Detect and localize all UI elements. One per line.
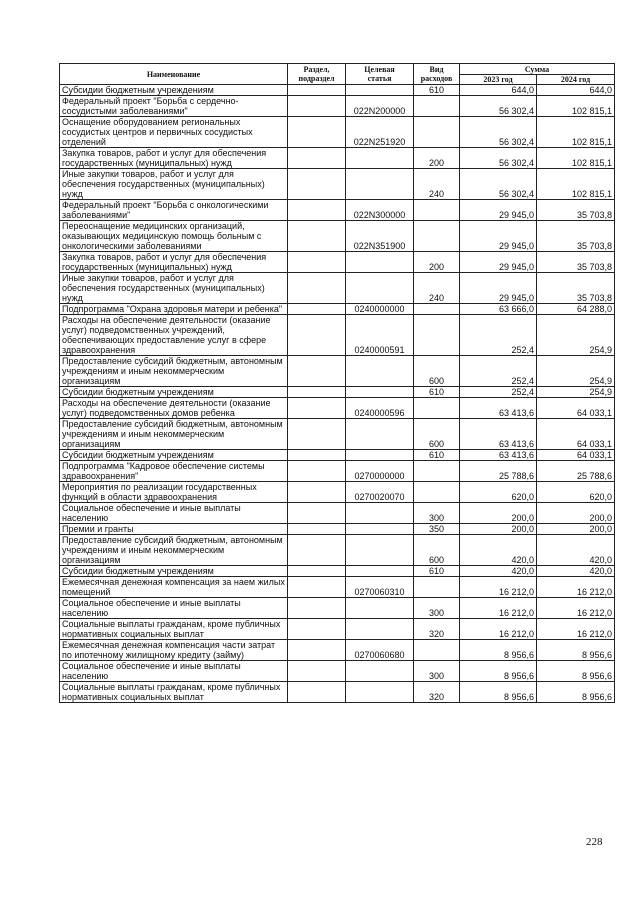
row-sum-2023: 644,0 — [460, 85, 537, 96]
row-section — [288, 273, 346, 304]
row-section — [288, 503, 346, 524]
row-section — [288, 221, 346, 252]
row-name: Расходы на обеспечение деятельности (оказание услуг) подведомственных домов ребенка — [60, 398, 288, 419]
row-section — [288, 566, 346, 577]
row-sum-2023: 16 212,0 — [460, 598, 537, 619]
row-name: Предоставление субсидий бюджетным, автономным учреждениям и иным некоммерческим организациям — [60, 535, 288, 566]
row-type: 300 — [414, 598, 460, 619]
header-section: Раздел, подраздел — [288, 64, 346, 85]
row-sum-2023: 29 945,0 — [460, 252, 537, 273]
row-sum-2024: 200,0 — [537, 524, 615, 535]
row-target — [346, 598, 414, 619]
row-sum-2024: 644,0 — [537, 85, 615, 96]
row-section — [288, 524, 346, 535]
row-sum-2023: 56 302,4 — [460, 117, 537, 148]
header-year-2024: 2024 год — [537, 75, 615, 85]
row-name: Подпрограмма "Охрана здоровья матери и ребенка" — [60, 304, 288, 315]
row-section — [288, 387, 346, 398]
row-name: Субсидии бюджетным учреждениям — [60, 450, 288, 461]
row-type: 600 — [414, 419, 460, 450]
row-target: 022N251920 — [346, 117, 414, 148]
row-sum-2024: 8 956,6 — [537, 682, 615, 703]
row-name: Ежемесячная денежная компенсация за наем жилых помещений — [60, 577, 288, 598]
table-row — [60, 619, 615, 640]
row-type: 600 — [414, 356, 460, 387]
row-name: Закупка товаров, работ и услуг для обеспечения государственных (муниципальных) нужд — [60, 252, 288, 273]
row-type: 610 — [414, 85, 460, 96]
row-target: 0270000000 — [346, 461, 414, 482]
row-sum-2024: 16 212,0 — [537, 619, 615, 640]
row-sum-2023: 63 666,0 — [460, 304, 537, 315]
row-sum-2024: 102 815,1 — [537, 148, 615, 169]
table-row — [60, 117, 615, 148]
table-row — [60, 535, 615, 566]
row-type: 600 — [414, 535, 460, 566]
row-sum-2023: 29 945,0 — [460, 221, 537, 252]
row-target: 0270060310 — [346, 577, 414, 598]
row-section — [288, 200, 346, 221]
row-target — [346, 273, 414, 304]
row-sum-2024: 102 815,1 — [537, 169, 615, 200]
row-type: 300 — [414, 661, 460, 682]
row-target: 022N300000 — [346, 200, 414, 221]
row-sum-2024: 254,9 — [537, 315, 615, 356]
row-type: 240 — [414, 169, 460, 200]
row-target — [346, 524, 414, 535]
row-sum-2023: 56 302,4 — [460, 96, 537, 117]
row-name: Премии и гранты — [60, 524, 288, 535]
row-target: 0270060680 — [346, 640, 414, 661]
row-target — [346, 356, 414, 387]
row-section — [288, 304, 346, 315]
row-type — [414, 482, 460, 503]
row-section — [288, 461, 346, 482]
row-name: Социальные выплаты гражданам, кроме публичных нормативных социальных выплат — [60, 682, 288, 703]
table-row — [60, 419, 615, 450]
table-row — [60, 640, 615, 661]
row-type: 200 — [414, 252, 460, 273]
row-name: Иные закупки товаров, работ и услуг для обеспечения государственных (муниципальных) нужд — [60, 273, 288, 304]
row-sum-2024: 64 033,1 — [537, 419, 615, 450]
row-target — [346, 148, 414, 169]
row-sum-2023: 16 212,0 — [460, 619, 537, 640]
table-row — [60, 524, 615, 535]
row-target — [346, 387, 414, 398]
table-row — [60, 566, 615, 577]
header-year-2023: 2023 год — [460, 75, 537, 85]
row-sum-2023: 620,0 — [460, 482, 537, 503]
row-target: 0240000591 — [346, 315, 414, 356]
page-number: 228 — [586, 836, 603, 848]
row-name: Мероприятия по реализации государственных функций в области здравоохранения — [60, 482, 288, 503]
row-type — [414, 577, 460, 598]
table-row — [60, 661, 615, 682]
row-section — [288, 661, 346, 682]
row-sum-2023: 63 413,6 — [460, 419, 537, 450]
row-sum-2023: 63 413,6 — [460, 398, 537, 419]
row-sum-2024: 420,0 — [537, 566, 615, 577]
row-type — [414, 221, 460, 252]
row-sum-2023: 8 956,6 — [460, 682, 537, 703]
row-sum-2023: 252,4 — [460, 387, 537, 398]
header-target: Целевая статья — [346, 64, 414, 85]
row-target: 0240000596 — [346, 398, 414, 419]
table-row — [60, 577, 615, 598]
row-section — [288, 619, 346, 640]
row-name: Субсидии бюджетным учреждениям — [60, 566, 288, 577]
row-sum-2024: 620,0 — [537, 482, 615, 503]
row-section — [288, 148, 346, 169]
row-target: 022N200000 — [346, 96, 414, 117]
row-sum-2024: 64 033,1 — [537, 450, 615, 461]
row-target: 022N351900 — [346, 221, 414, 252]
row-name: Субсидии бюджетным учреждениям — [60, 85, 288, 96]
row-sum-2023: 56 302,4 — [460, 148, 537, 169]
row-name: Закупка товаров, работ и услуг для обеспечения государственных (муниципальных) нужд — [60, 148, 288, 169]
row-sum-2024: 16 212,0 — [537, 577, 615, 598]
row-target: 0270020070 — [346, 482, 414, 503]
row-target — [346, 566, 414, 577]
table-row — [60, 200, 615, 221]
row-target — [346, 682, 414, 703]
row-name: Субсидии бюджетным учреждениям — [60, 387, 288, 398]
table-row — [60, 273, 615, 304]
row-section — [288, 96, 346, 117]
row-target — [346, 535, 414, 566]
row-section — [288, 419, 346, 450]
table-row — [60, 387, 615, 398]
table-row — [60, 85, 615, 96]
row-sum-2023: 252,4 — [460, 356, 537, 387]
row-section — [288, 356, 346, 387]
row-type — [414, 96, 460, 117]
row-target — [346, 419, 414, 450]
table-row — [60, 252, 615, 273]
table-row — [60, 148, 615, 169]
row-sum-2023: 16 212,0 — [460, 577, 537, 598]
row-name: Переоснащение медицинских организаций, оказывающих медицинскую помощь больным с онкологическими заболеваниями — [60, 221, 288, 252]
row-type — [414, 304, 460, 315]
row-section — [288, 117, 346, 148]
row-section — [288, 169, 346, 200]
row-sum-2023: 8 956,6 — [460, 661, 537, 682]
row-sum-2024: 8 956,6 — [537, 640, 615, 661]
row-sum-2023: 63 413,6 — [460, 450, 537, 461]
row-sum-2023: 29 945,0 — [460, 200, 537, 221]
row-target — [346, 503, 414, 524]
row-type: 610 — [414, 387, 460, 398]
row-name: Иные закупки товаров, работ и услуг для обеспечения государственных (муниципальных) нужд — [60, 169, 288, 200]
row-type: 200 — [414, 148, 460, 169]
row-name: Ежемесячная денежная компенсация части затрат по ипотечному жилищному кредиту (займу) — [60, 640, 288, 661]
table-body — [60, 85, 615, 703]
row-sum-2023: 25 788,6 — [460, 461, 537, 482]
row-sum-2023: 8 956,6 — [460, 640, 537, 661]
row-name: Социальное обеспечение и иные выплаты населению — [60, 661, 288, 682]
row-sum-2023: 420,0 — [460, 535, 537, 566]
header-name: Наименование — [60, 64, 288, 85]
row-section — [288, 598, 346, 619]
row-sum-2023: 200,0 — [460, 524, 537, 535]
row-sum-2024: 16 212,0 — [537, 598, 615, 619]
row-type — [414, 315, 460, 356]
row-target — [346, 85, 414, 96]
table-row — [60, 461, 615, 482]
table-row — [60, 304, 615, 315]
row-target — [346, 252, 414, 273]
table-row — [60, 598, 615, 619]
row-sum-2024: 35 703,8 — [537, 200, 615, 221]
row-name: Социальное обеспечение и иные выплаты населению — [60, 598, 288, 619]
row-type — [414, 398, 460, 419]
row-type: 610 — [414, 566, 460, 577]
row-section — [288, 482, 346, 503]
row-name: Подпрограмма "Кадровое обеспечение системы здравоохранения" — [60, 461, 288, 482]
row-name: Социальное обеспечение и иные выплаты населению — [60, 503, 288, 524]
row-section — [288, 252, 346, 273]
row-sum-2023: 420,0 — [460, 566, 537, 577]
row-sum-2023: 56 302,4 — [460, 169, 537, 200]
header-type: Вид расходов — [414, 64, 460, 85]
row-target — [346, 619, 414, 640]
table-row — [60, 503, 615, 524]
row-section — [288, 640, 346, 661]
row-sum-2024: 200,0 — [537, 503, 615, 524]
table-row — [60, 450, 615, 461]
row-sum-2024: 64 033,1 — [537, 398, 615, 419]
row-target — [346, 450, 414, 461]
row-sum-2024: 64 288,0 — [537, 304, 615, 315]
row-section — [288, 450, 346, 461]
row-type: 320 — [414, 682, 460, 703]
row-sum-2024: 102 815,1 — [537, 96, 615, 117]
row-type — [414, 640, 460, 661]
row-target — [346, 169, 414, 200]
budget-table — [59, 63, 615, 703]
row-sum-2024: 35 703,8 — [537, 221, 615, 252]
row-name: Расходы на обеспечение деятельности (оказание услуг) подведомственных учреждений, обеспечивающих предоставление услуг в сфере здравоохранения — [60, 315, 288, 356]
row-type: 300 — [414, 503, 460, 524]
row-sum-2024: 8 956,6 — [537, 661, 615, 682]
table-row — [60, 169, 615, 200]
row-target: 0240000000 — [346, 304, 414, 315]
row-sum-2024: 102 815,1 — [537, 117, 615, 148]
row-target — [346, 661, 414, 682]
header-sum: Сумма — [460, 64, 615, 75]
row-section — [288, 398, 346, 419]
row-type — [414, 200, 460, 221]
row-sum-2024: 25 788,6 — [537, 461, 615, 482]
row-type: 240 — [414, 273, 460, 304]
row-sum-2024: 35 703,8 — [537, 252, 615, 273]
row-type: 610 — [414, 450, 460, 461]
row-section — [288, 535, 346, 566]
row-sum-2024: 420,0 — [537, 535, 615, 566]
row-name: Предоставление субсидий бюджетным, автономным учреждениям и иным некоммерческим организациям — [60, 356, 288, 387]
row-name: Социальные выплаты гражданам, кроме публичных нормативных социальных выплат — [60, 619, 288, 640]
row-type — [414, 461, 460, 482]
table-row — [60, 356, 615, 387]
row-sum-2023: 200,0 — [460, 503, 537, 524]
row-type: 350 — [414, 524, 460, 535]
table-row — [60, 221, 615, 252]
table-row — [60, 682, 615, 703]
row-name: Федеральный проект "Борьба с онкологическими заболеваниями" — [60, 200, 288, 221]
table-row — [60, 315, 615, 356]
row-section — [288, 315, 346, 356]
table-row — [60, 482, 615, 503]
row-name: Предоставление субсидий бюджетным, автономным учреждениям и иным некоммерческим организациям — [60, 419, 288, 450]
row-sum-2024: 254,9 — [537, 387, 615, 398]
row-sum-2024: 254,9 — [537, 356, 615, 387]
table-header — [60, 64, 615, 85]
row-sum-2023: 252,4 — [460, 315, 537, 356]
row-type: 320 — [414, 619, 460, 640]
table-row — [60, 398, 615, 419]
row-sum-2023: 29 945,0 — [460, 273, 537, 304]
row-name: Федеральный проект "Борьба с сердечно-сосудистыми заболеваниями" — [60, 96, 288, 117]
row-section — [288, 682, 346, 703]
table-row — [60, 96, 615, 117]
row-name: Оснащение оборудованием региональных сосудистых центров и первичных сосудистых отделений — [60, 117, 288, 148]
row-type — [414, 117, 460, 148]
row-section — [288, 85, 346, 96]
row-sum-2024: 35 703,8 — [537, 273, 615, 304]
row-section — [288, 577, 346, 598]
